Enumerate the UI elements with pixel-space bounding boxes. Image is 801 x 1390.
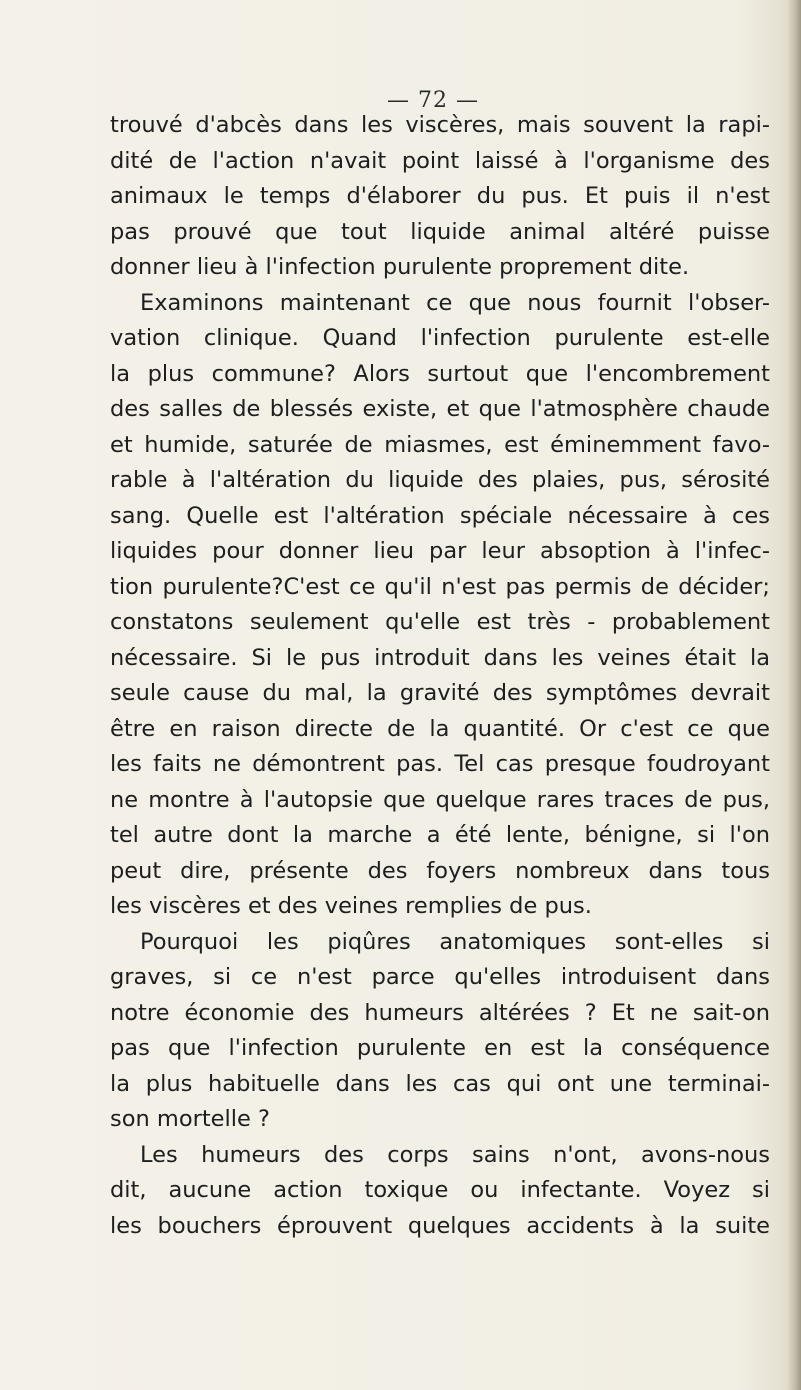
text-line: pas que l'infection purulente en est la conséquence xyxy=(110,1035,770,1061)
text-line: constatons seulement qu'elle est très - probablement xyxy=(110,609,770,635)
text-line: Examinons maintenant ce que nous fournit l'obser- xyxy=(140,289,770,316)
text-line: tion purulente?C'est ce qu'il n'est pas permis de décider; xyxy=(110,573,770,600)
text-line: dit, aucune action toxique ou infectante. Voyez si xyxy=(110,1177,770,1203)
text-line: nécessaire. Si le pus introduit dans les veines était la xyxy=(110,644,770,671)
text-line: les viscères et des veines remplies de pus. xyxy=(110,893,592,919)
text-line: les faits ne démontrent pas. Tel cas presque foudroyant xyxy=(110,751,770,777)
text-line: la plus habituelle dans les cas qui ont une terminai- xyxy=(110,1070,770,1097)
text-line: les bouchers éprouvent quelques accidents à la suite xyxy=(110,1212,770,1239)
text-line: animaux le temps d'élaborer du pus. Et puis il n'est xyxy=(110,183,770,209)
text-line: seule cause du mal, la gravité des symptômes devrait xyxy=(110,680,770,706)
text-line: et humide, saturée de miasmes, est éminemment favo- xyxy=(110,431,770,458)
text-line: peut dire, présente des foyers nombreux dans tous xyxy=(110,857,770,884)
page-edge-shadow xyxy=(787,0,801,1390)
text-line: donner lieu à l'infection purulente proprement dite. xyxy=(110,254,690,280)
text-line: ne montre à l'autopsie que quelque rares traces de pus, xyxy=(110,786,770,813)
text-line: Les humeurs des corps sains n'ont, avons-nous xyxy=(140,1141,770,1168)
text-line: la plus commune? Alors surtout que l'encombrement xyxy=(110,360,770,387)
text-line: trouvé d'abcès dans les viscères, mais souvent la rapi- xyxy=(110,112,770,138)
text-line: vation clinique. Quand l'infection purulente est-elle xyxy=(110,325,770,351)
text-line: des salles de blessés existe, et que l'atmosphère chaude xyxy=(110,396,770,422)
text-line: sang. Quelle est l'altération spéciale nécessaire à ces xyxy=(110,502,770,529)
text-line: pas prouvé que tout liquide animal altéré puisse xyxy=(110,218,770,245)
text-line: notre économie des humeurs altérées ? Et ne sait-on xyxy=(110,999,770,1026)
text-line: liquides pour donner lieu par leur absoption à l'infec- xyxy=(110,538,770,564)
text-line: graves, si ce n'est parce qu'elles introduisent dans xyxy=(110,964,770,990)
text-line: rable à l'altération du liquide des plaies, pus, sérosité xyxy=(110,467,770,493)
body-text xyxy=(110,108,770,1244)
text-line: tel autre dont la marche a été lente, bénigne, si l'on xyxy=(110,822,770,848)
text-line: Pourquoi les piqûres anatomiques sont-elles si xyxy=(140,928,770,955)
page-number: — 72 — xyxy=(387,88,479,113)
text-line: être en raison directe de la quantité. Or c'est ce que xyxy=(110,715,770,742)
text-line: son mortelle ? xyxy=(110,1106,270,1132)
text-line: dité de l'action n'avait point laissé à l'organisme des xyxy=(110,147,770,174)
